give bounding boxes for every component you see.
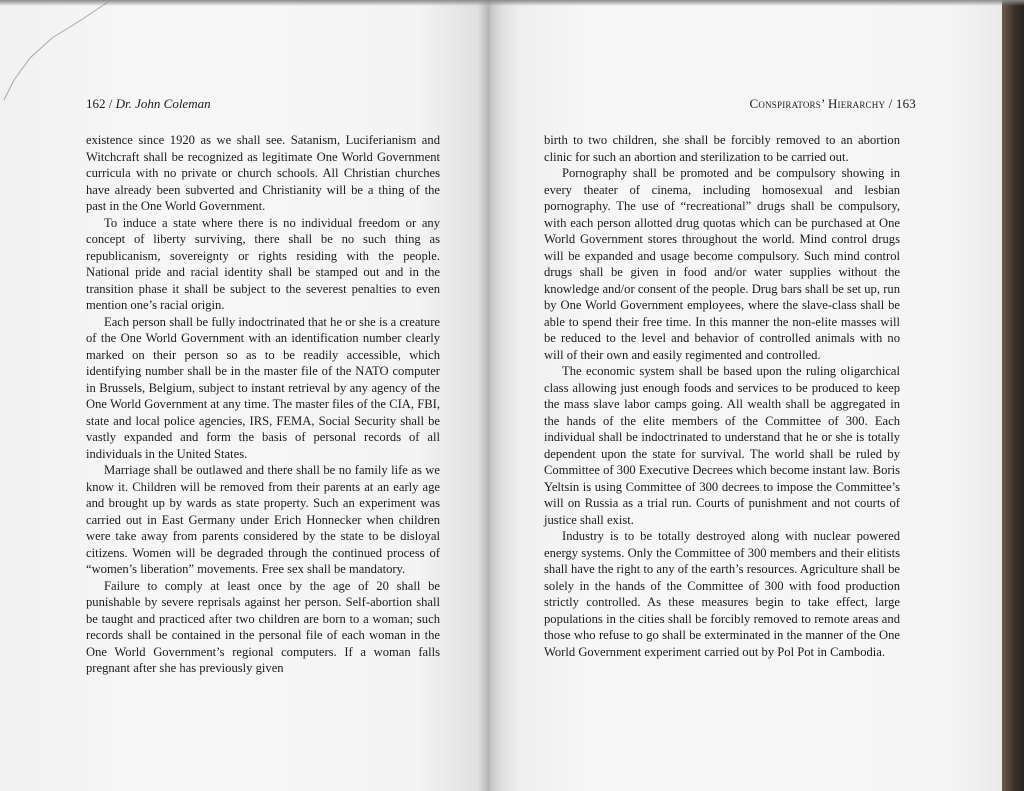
right-page-number: 163	[895, 96, 916, 111]
right-page	[490, 0, 1002, 791]
paragraph: Pornography shall be promoted and be compulsory showing in every theater of cinema, including homosexual and lesbian pornography. The use of “recreational” drugs shall be compulsory, with each person allotted drug quotas which can be purchased at One World Government stores throughout the world. Mind control drugs will be expanded and usage become compulsory. Such mind control drugs shall be given in food and/or water supplies without the knowledge and/or consent of the people. Drug bars shall be set up, run by One World Government employees, where the slave-class shall be able to spend their free time. In this manner the non-elite masses will be reduced to the level and behavior of controlled animals with no will of their own and easily regimented and controlled.	[544, 166, 900, 362]
paragraph: The economic system shall be based upon the ruling oligarchical class allowing just enough foods and services to be produced to keep the mass slave labor camps going. All wealth shall be aggregated in the hands of the elite members of the Committee of 300. Each individual shall be indoctrinated to understand that he or she is totally dependent upon the state for survival. The world shall be ruled by Committee of 300 Executive Decrees which become instant law. Boris Yeltsin is using Committee of 300 decrees to impose the Committee’s will on Russia as a trial run. Courts of punishment and not courts of justice shall exist.	[544, 364, 900, 527]
paragraph: Industry is to be totally destroyed along with nuclear powered energy systems. Only the Committee of 300 members and their elitists shall have the right to any of the earth’s resources. Agriculture shall be solely in the hands of the Committee of 300 with food production strictly controlled. As these measures begin to take effect, large populations in the cities shall be forcibly removed to remote areas and those who refuse to go shall be exterminated in the manner of the One World Government experiment carried out by Pol Pot in Cambodia.	[544, 529, 900, 659]
right-body-text	[544, 132, 900, 660]
paragraph: Each person shall be fully indoctrinated that he or she is a creature of the One World Government with an identification number clearly marked on their person so as to be readily accessible, which identifying number shall be in the master file of the NATO computer in Brussels, Belgium, subject to instant retrieval by any agency of the One World Government at any time. The master files of the CIA, FBI, state and local police agencies, IRS, FEMA, Social Security shall be vastly expanded and form the basis of personal records of all individuals in the United States.	[86, 314, 440, 461]
right-running-head	[750, 96, 916, 112]
paragraph: To induce a state where there is no individual freedom or any concept of liberty surviving, there shall be no such thing as republicanism, sovereignty or rights residing with the people. National pride and racial identity shall be stamped out and in the transition phase it shall be subject to the severest penalties to even mention one’s racial origin.	[86, 215, 440, 312]
book-gutter-shadow	[478, 0, 502, 791]
paragraph: existence since 1920 as we shall see. Satanism, Luciferianism and Witchcraft shall be recognized as legitimate One World Government curricula with no private or church schools. All Christian churches have already been subverted and Christianity will be a thing of the past in the One World Government.	[86, 133, 440, 213]
top-edge-shadow	[0, 0, 1024, 6]
left-page-number: 162	[86, 96, 106, 111]
right-head-separator: /	[888, 96, 893, 111]
paragraph: Failure to comply at least once by the age of 20 shall be punishable by severe reprisals against her person. Self-abortion shall be taught and practiced after two children are born to a woman; such records shall be contained in the personal file of each woman in the One World Government’s regional computers. If a woman falls pregnant after she has previously given	[86, 578, 440, 675]
chapter-title: Conspirators’ Hierarchy	[749, 96, 886, 111]
left-running-head	[86, 96, 211, 112]
paragraph: birth to two children, she shall be forcibly removed to an abortion clinic for such an abortion and sterilization to be carried out.	[544, 133, 900, 164]
paragraph: Marriage shall be outlawed and there shall be no family life as we know it. Children will be removed from their parents at an early age and brought up by wards as state property. Such an experiment was carried out in East Germany under Erich Honnecker when children were take away from parents considered by the state to be disloyal citizens. Women will be degraded through the continued process of “women’s liberation” movements. Free sex shall be mandatory.	[86, 463, 440, 576]
paper-crease-mark	[0, 0, 110, 110]
author-name: Dr. John Coleman	[115, 96, 211, 111]
left-body-text	[86, 132, 440, 677]
left-page	[0, 0, 490, 791]
left-head-separator: /	[108, 96, 113, 111]
table-surface-edge	[1002, 0, 1024, 791]
